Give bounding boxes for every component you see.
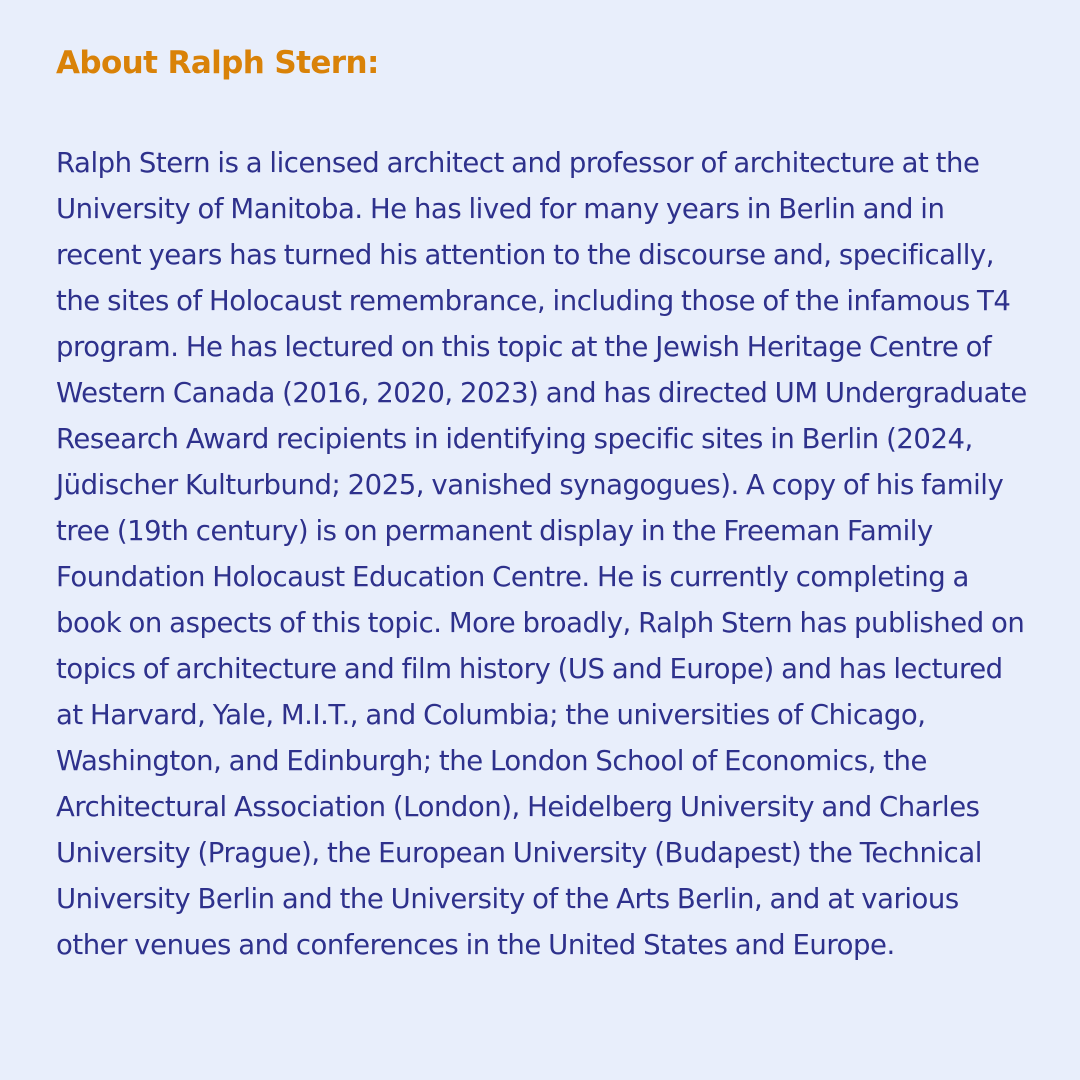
bio-paragraph: Ralph Stern is a licensed architect and professor of architecture at the University of Manitoba. He has lived for many years in Berlin and in recent years has turned his attention to the discourse and, specifically, the sites of Holocaust remembrance, including those of the infamous T4 program. He has lectured on this topic at the Jewish Heritage Centre of Western Canada (2016, 2020, 2023) and has directed UM Undergraduate Research Award recipients in identifying specific sites in Berlin (2024, Jüdischer Kulturbund; 2025, vanished synagogues). A copy of his family tree (19th century) is on permanent display in the Freeman Family Foundation Holocaust Education Centre. He is currently completing a book on aspects of this topic. More broadly, Ralph Stern has published on topics of architecture and film history (US and Europe) and has lectured at Harvard, Yale, M.I.T., and Columbia; the universities of Chicago, Washington, and Edinburgh; the London School of Economics, the Architectural Association (London), Heidelberg University and Charles University (Prague), the European University (Budapest) the Technical University Berlin and the University of the Arts Berlin, and at various other venues and conferences in the United States and Europe. xyxy=(56,147,1027,961)
page-title: About Ralph Stern: xyxy=(56,45,379,81)
